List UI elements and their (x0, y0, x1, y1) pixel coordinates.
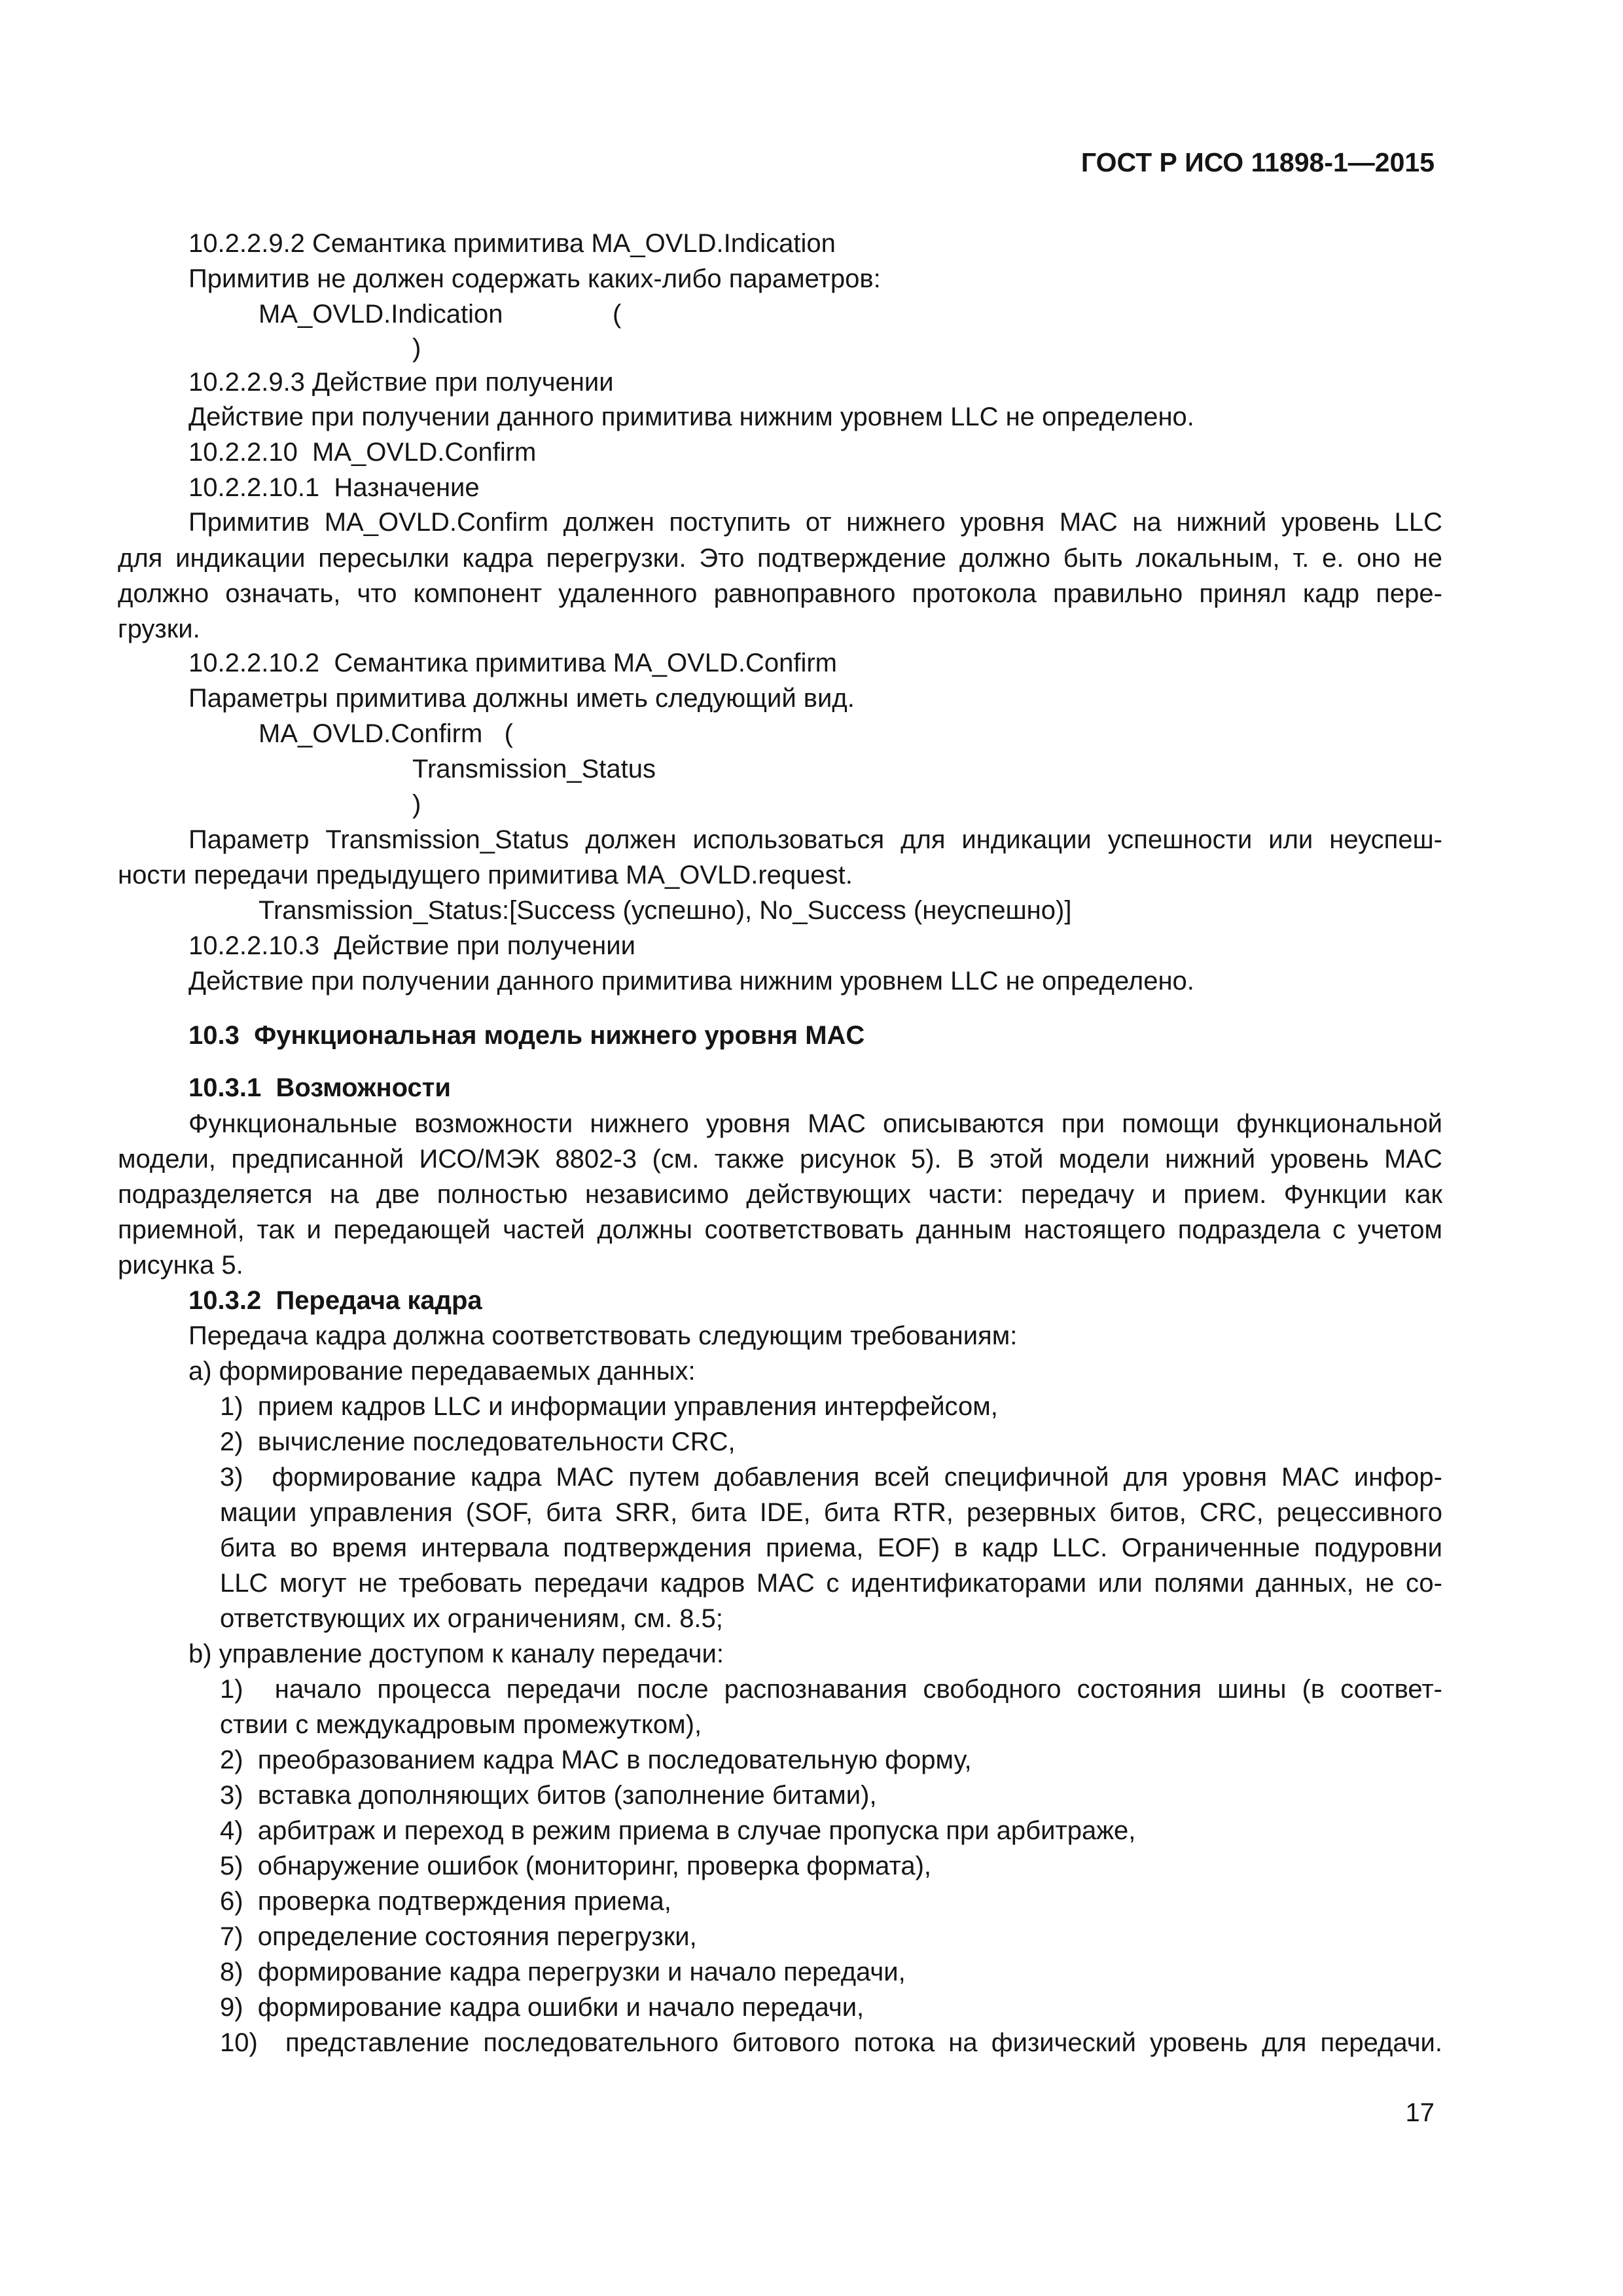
list-item-continuation: ответствующих их ограничениям, см. 8.5; (220, 1604, 723, 1633)
list-item: 8) формирование кадра перегрузки и начало передачи, (220, 1958, 906, 1986)
clause-10-2-2-9-3-title: 10.2.2.9.3 Действие при получении (188, 368, 614, 397)
clause-10-2-2-10-2-title: 10.2.2.10.2 Семантика примитива MA_OVLD.Confirm (188, 649, 837, 677)
paragraph-line: приемной, так и передающей частей должны соответствовать данным настоящего подраздела с учетом (118, 1215, 1442, 1244)
list-item-continuation: ствии с междукадровым промежутком), (220, 1710, 702, 1739)
clause-10-2-2-10-3-title: 10.2.2.10.3 Действие при получении (188, 931, 635, 960)
primitive-name: MA_OVLD.Confirm ( (259, 719, 513, 748)
paragraph-line: ности передачи предыдущего примитива MA_OVLD.request. (118, 861, 853, 889)
section-10-3-2-heading: 10.3.2 Передача кадра (188, 1286, 482, 1315)
close-paren: ) (412, 334, 421, 363)
list-item-continuation: бита во время интервала подтверждения приема, EOF) в кадр LLC. Ограниченные подуровни (220, 1534, 1442, 1562)
clause-10-2-2-10-title: 10.2.2.10 MA_OVLD.Confirm (188, 438, 537, 467)
list-item: 3) вставка дополняющих битов (заполнение битами), (220, 1781, 877, 1810)
section-10-3-1-heading: 10.3.1 Возможности (188, 1073, 451, 1102)
primitive-parameter: Transmission_Status (412, 755, 656, 783)
parameter-values: Transmission_Status:[Success (успешно), No_Success (неуспешно)] (259, 896, 1072, 925)
paragraph-line: рисунка 5. (118, 1251, 243, 1280)
text-line: Действие при получении данного примитива нижним уровнем LLC не определено. (188, 967, 1194, 996)
primitive-name: MA_OVLD.Indication (259, 300, 503, 329)
paragraph-line: для индикации пересылки кадра перегрузки. Это подтверждение должно быть локальным, т. е. оно не (118, 544, 1442, 573)
page-number: 17 (1405, 2098, 1435, 2127)
list-item-b: b) управление доступом к каналу передачи: (188, 1640, 724, 1668)
paragraph-line: Примитив MA_OVLD.Confirm должен поступить от нижнего уровня MAC на нижний уровень LLC (188, 508, 1442, 537)
list-item: 2) преобразованием кадра MAC в последовательную форму, (220, 1746, 972, 1774)
paragraph-line: Параметр Transmission_Status должен использоваться для индикации успешности или неуспеш- (188, 825, 1442, 854)
list-item: 3) формирование кадра MAC путем добавления всей специфичной для уровня MAC инфор- (220, 1463, 1442, 1492)
list-item: 10) представление последовательного битового потока на физический уровень для передачи. (220, 2028, 1442, 2057)
text-line: Действие при получении данного примитива нижним уровнем LLC не определено. (188, 403, 1194, 431)
open-paren: ( (613, 300, 622, 329)
list-item: 9) формирование кадра ошибки и начало передачи, (220, 1993, 865, 2022)
document-header: ГОСТ Р ИСО 11898-1—2015 (1080, 147, 1435, 177)
list-item-continuation: мации управления (SOF, бита SRR, бита IDE, бита RTR, резервных битов, CRC, рецессивного (220, 1498, 1442, 1527)
list-item: 1) прием кадров LLC и информации управления интерфейсом, (220, 1392, 998, 1421)
list-item: 6) проверка подтверждения приема, (220, 1887, 671, 1916)
paragraph-line: модели, предписанной ИСО/МЭК 8802-3 (см. также рисунок 5). В этой модели нижний уровень MAC (118, 1145, 1442, 1174)
text-line: Передача кадра должна соответствовать следующим требованиям: (188, 1321, 1018, 1350)
list-item-continuation: LLC могут не требовать передачи кадров MAC с идентификаторами или полями данных, не со- (220, 1569, 1442, 1598)
paragraph-line: грузки. (118, 615, 200, 643)
paragraph-line: подразделяется на две полностью независимо действующих части: передачу и прием. Функции как (118, 1180, 1442, 1209)
clause-10-2-2-10-1-title: 10.2.2.10.1 Назначение (188, 473, 480, 502)
list-item: 7) определение состояния перегрузки, (220, 1922, 697, 1951)
list-item: 1) начало процесса передачи после распознавания свободного состояния шины (в соответ- (220, 1675, 1442, 1704)
list-item-a: a) формирование передаваемых данных: (188, 1357, 696, 1386)
list-item: 5) обнаружение ошибок (мониторинг, проверка формата), (220, 1852, 932, 1880)
close-paren: ) (412, 790, 421, 819)
text-line: Параметры примитива должны иметь следующий вид. (188, 684, 855, 713)
list-item: 4) арбитраж и переход в режим приема в случае пропуска при арбитраже, (220, 1816, 1136, 1845)
clause-10-2-2-9-2-title: 10.2.2.9.2 Семантика примитива MA_OVLD.Indication (188, 229, 836, 258)
paragraph-line: должно означать, что компонент удаленного равноправного протокола правильно принял кадр пере- (118, 579, 1442, 608)
paragraph-line: Функциональные возможности нижнего уровня MAC описываются при помощи функциональной (188, 1109, 1442, 1138)
section-10-3-heading: 10.3 Функциональная модель нижнего уровня MAC (188, 1021, 865, 1050)
list-item: 2) вычисление последовательности CRC, (220, 1427, 736, 1456)
text-line: Примитив не должен содержать каких-либо параметров: (188, 264, 881, 293)
